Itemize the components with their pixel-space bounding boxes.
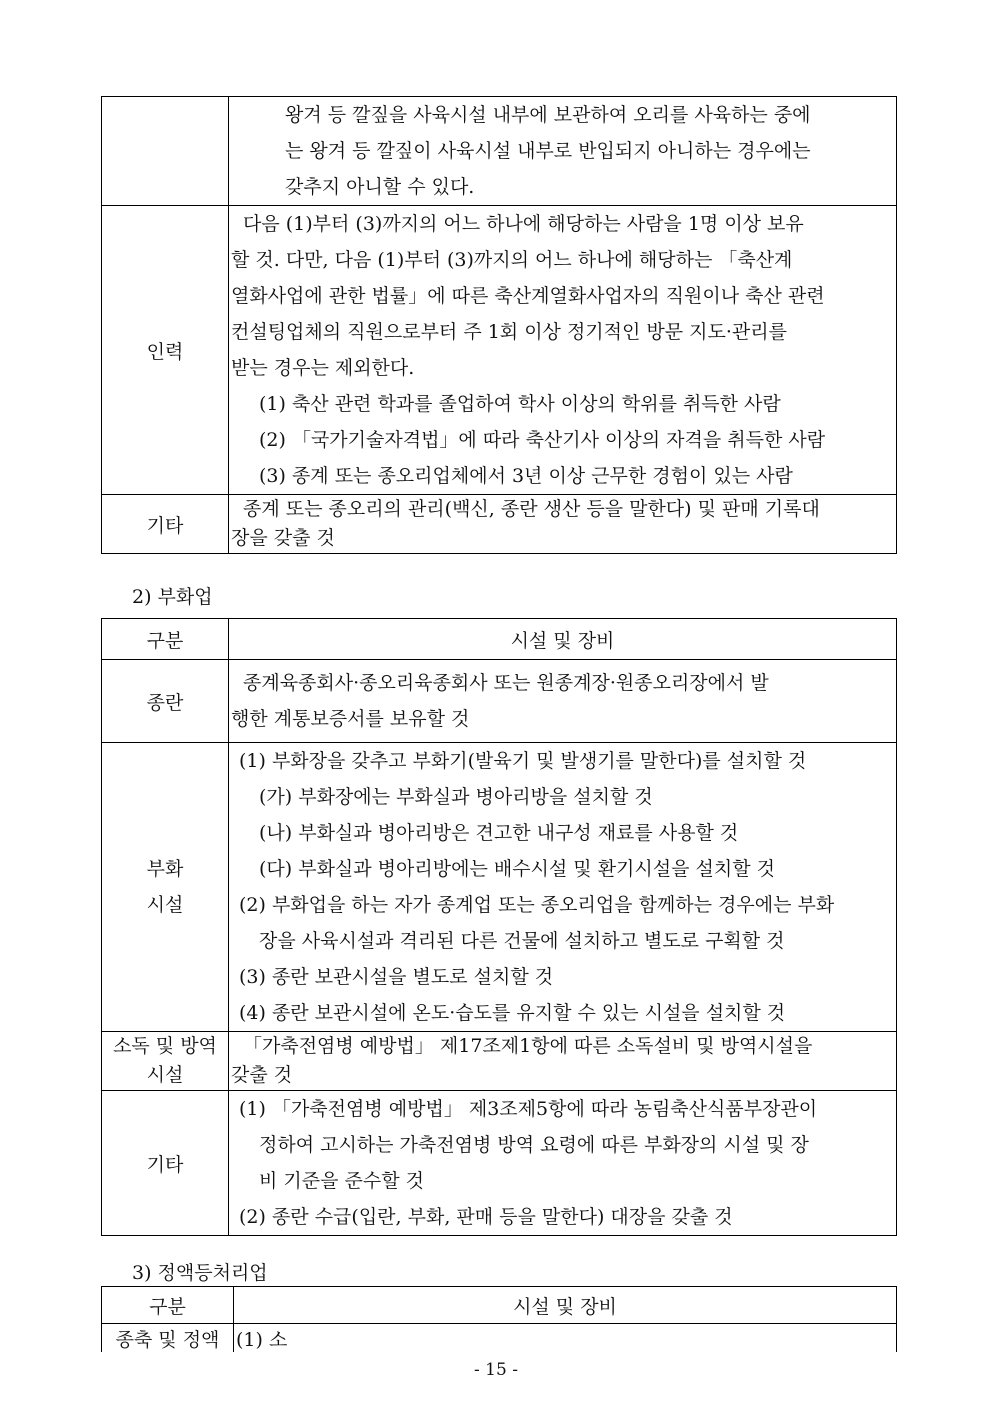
category-cell-empty: [102, 97, 229, 206]
column-header: 시설 및 장비: [234, 1287, 897, 1324]
text-line: 종계 또는 종오리의 관리(백신, 종란 생산 등을 말한다) 및 판매 기록대: [243, 498, 820, 520]
category-cell: [102, 743, 229, 1032]
text-line: 는 왕겨 등 깔짚이 사육시설 내부로 반입되지 아니하는 경우에는: [285, 140, 811, 162]
section-heading: 3) 정액등처리업: [132, 1262, 268, 1284]
text-line: 장을 갖출 것: [231, 527, 335, 549]
semen-processing-table: [101, 1286, 897, 1352]
disinfect-text-cell: [229, 1032, 897, 1091]
table-row: [102, 495, 897, 554]
continued-text-cell: [229, 97, 897, 206]
personnel-text-cell: [229, 206, 897, 495]
table-row: [102, 206, 897, 495]
table-row: [102, 1091, 897, 1236]
text-line: (나) 부화실과 병아리방은 견고한 내구성 재료를 사용할 것: [259, 822, 739, 844]
page-number: - 15 -: [474, 1360, 518, 1380]
text-line: 「가축전염병 예방법」 제17조제1항에 따른 소독설비 및 방역시설을: [243, 1035, 813, 1057]
table-row: [102, 1032, 897, 1091]
text-line: (2) 종란 수급(입란, 부화, 판매 등을 말한다) 대장을 갖출 것: [239, 1206, 733, 1228]
category-cell: 인력: [102, 206, 229, 495]
table-row: [102, 660, 897, 743]
text-line: 갖출 것: [231, 1064, 293, 1086]
text-line: (2) 부화업을 하는 자가 종계업 또는 종오리업을 함께하는 경우에는 부화: [239, 894, 835, 916]
text-line: 갖추지 아니할 수 있다.: [285, 176, 475, 198]
text-line: 받는 경우는 제외한다.: [231, 357, 415, 379]
table-row: [102, 743, 897, 1032]
text-line: (1) 부화장을 갖추고 부화기(발육기 및 발생기를 말한다)를 설치할 것: [239, 750, 807, 772]
category-cell: 기타: [102, 1091, 229, 1236]
category-label-line: 소독 및 방역: [113, 1035, 217, 1057]
text-line: (1) 「가축전염병 예방법」 제3조제5항에 따라 농림축산식품부장관이: [239, 1098, 818, 1120]
egg-text-cell: [229, 660, 897, 743]
text-line: 행한 계통보증서를 보유할 것: [231, 708, 470, 730]
table-row: [102, 1324, 897, 1353]
text-line: 할 것. 다만, 다음 (1)부터 (3)까지의 어느 하나에 해당하는 「축산계: [231, 249, 793, 271]
text-line: (다) 부화실과 병아리방에는 배수시설 및 환기시설을 설치할 것: [259, 858, 775, 880]
breeding-requirements-table: [101, 96, 897, 554]
text-line: (3) 종란 보관시설을 별도로 설치할 것: [239, 966, 554, 988]
table-header-row: [102, 619, 897, 660]
category-cell: 기타: [102, 495, 229, 554]
table-header-row: [102, 1287, 897, 1324]
column-header: 구분: [102, 619, 229, 660]
text-line: (3) 종계 또는 종오리업체에서 3년 이상 근무한 경험이 있는 사람: [259, 465, 793, 487]
text-line: (2) 「국가기술자격법」에 따라 축산기사 이상의 자격을 취득한 사람: [259, 429, 826, 451]
column-header: 구분: [102, 1287, 234, 1324]
table-row: [102, 97, 897, 206]
hatchery-requirements-table: [101, 618, 897, 1236]
category-label-line: 시설: [146, 894, 184, 916]
row-text-cell: (1) 소: [234, 1324, 897, 1353]
column-header: 시설 및 장비: [229, 619, 897, 660]
text-line: 다음 (1)부터 (3)까지의 어느 하나에 해당하는 사람을 1명 이상 보유: [243, 213, 804, 235]
category-label-line: 시설: [146, 1064, 184, 1086]
text-line: 왕겨 등 깔짚을 사육시설 내부에 보관하여 오리를 사육하는 중에: [285, 104, 811, 126]
text-line: 컨설팅업체의 직원으로부터 주 1회 이상 정기적인 방문 지도·관리를: [231, 321, 787, 343]
category-cell: 종축 및 정액: [102, 1324, 234, 1353]
hatch-text-cell: [229, 743, 897, 1032]
category-cell: [102, 1032, 229, 1091]
other-text-cell: [229, 1091, 897, 1236]
text-line: 정하여 고시하는 가축전염병 방역 요령에 따른 부화장의 시설 및 장: [259, 1134, 809, 1156]
text-line: (4) 종란 보관시설에 온도·습도를 유지할 수 있는 시설을 설치할 것: [239, 1002, 786, 1024]
text-line: (1) 축산 관련 학과를 졸업하여 학사 이상의 학위를 취득한 사람: [259, 393, 781, 415]
category-label-line: 부화: [146, 858, 184, 880]
text-line: 장을 사육시설과 격리된 다른 건물에 설치하고 별도로 구획할 것: [259, 930, 785, 952]
text-line: 종계육종회사·종오리육종회사 또는 원종계장·원종오리장에서 발: [243, 672, 769, 694]
category-cell: 종란: [102, 660, 229, 743]
text-line: (가) 부화장에는 부화실과 병아리방을 설치할 것: [259, 786, 653, 808]
text-line: 열화사업에 관한 법률」에 따른 축산계열화사업자의 직원이나 축산 관련: [231, 285, 825, 307]
text-line: 비 기준을 준수할 것: [259, 1170, 424, 1192]
other-text-cell: [229, 495, 897, 554]
section-heading: 2) 부화업: [132, 586, 213, 608]
